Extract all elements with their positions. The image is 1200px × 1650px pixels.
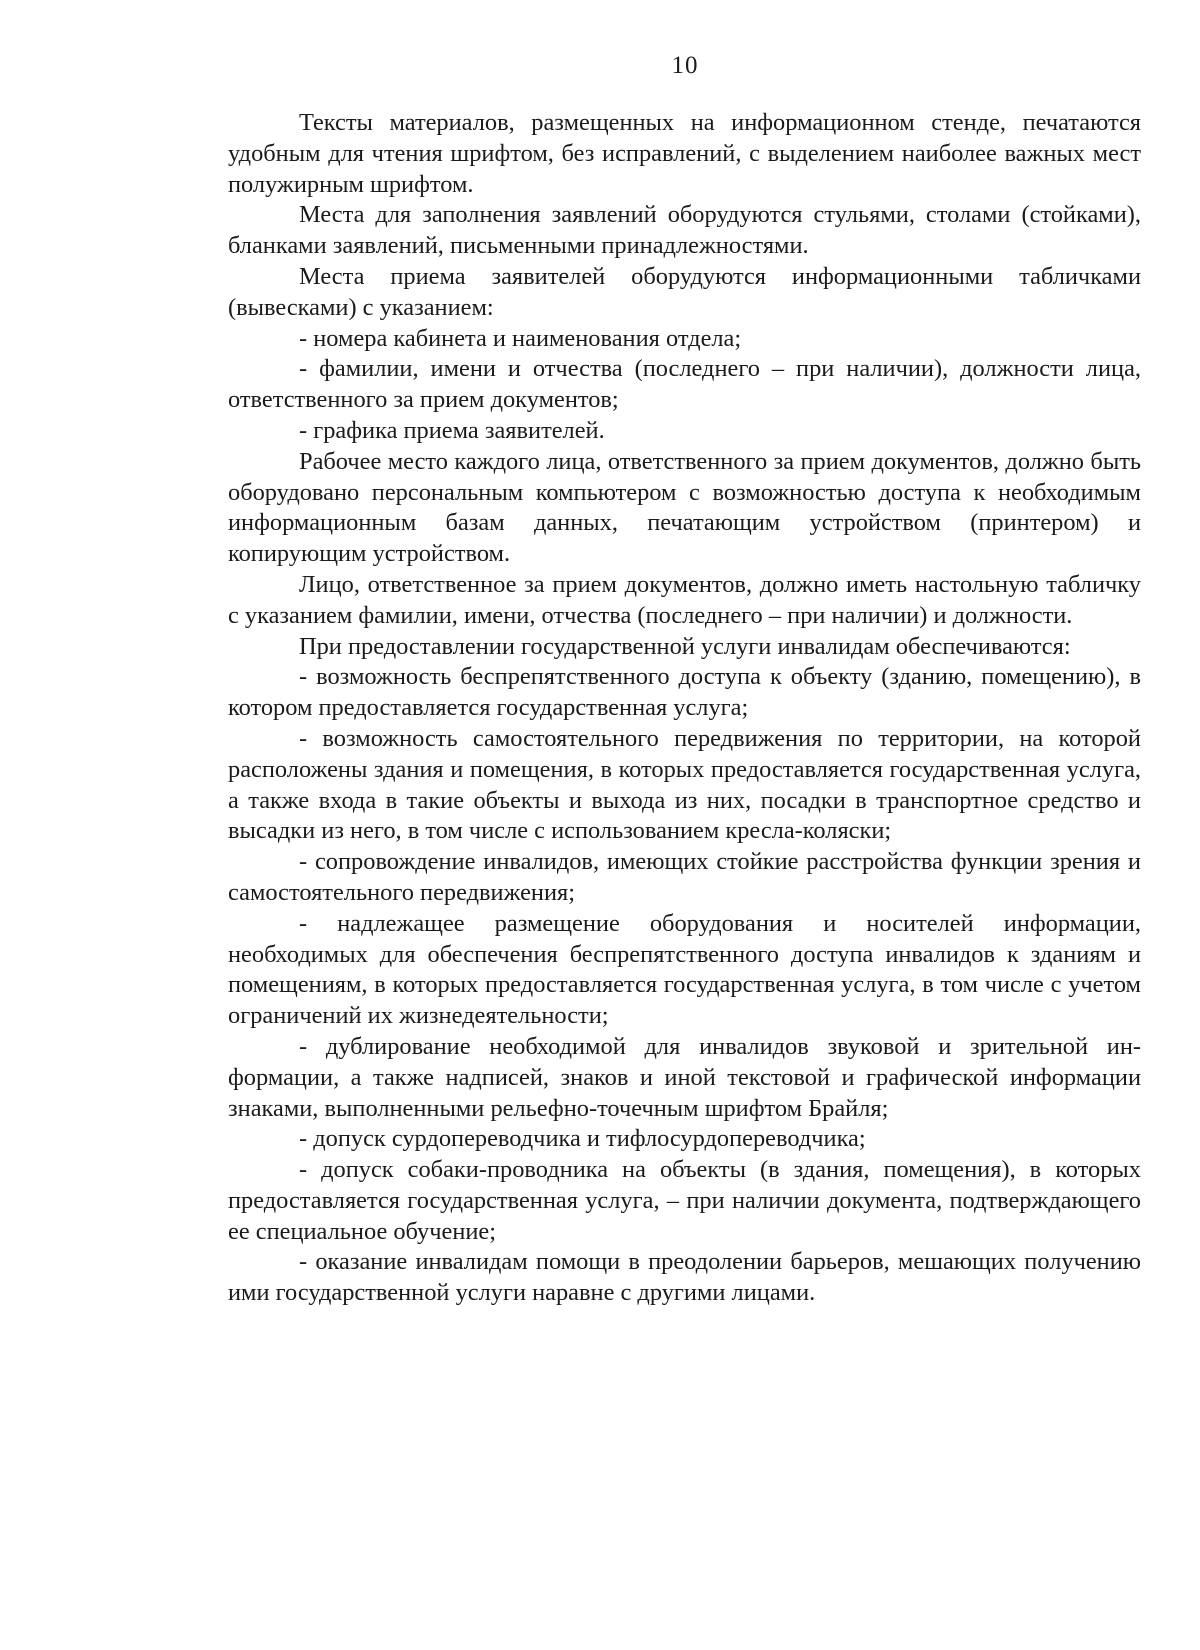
paragraph-stand-texts: Тексты материалов, размещенных на информационном стенде, печатаются удобным для чтения шрифтом, без исправлений, с выделением наиболее важных мест полужирным шрифтом. — [228, 109, 1141, 198]
list-item-independent-movement: - возможность самостоятельного передвижения по территории, на которой расположены здания и помещения, в которых предоставляется государственная услуга, а также входа в такие объекты и выхода из них, посадки в транспортное средство и высадки из него, в том числе с использованием кресла-коляски; — [228, 724, 1141, 845]
list-item-guide-dog: - допуск собаки-проводника на объекты (в здания, помещения), в которых предоставляется государственная услуга, – при наличии документа, подтверждающего ее специальное обучение; — [228, 1156, 1141, 1245]
paragraph-application-places: Места для заполнения заявлений оборудуются стульями, столами (стойками), бланками заявлений, письменными принадлежностями. — [228, 201, 1141, 260]
list-item-barrier-free-access: - возможность беспрепятственного доступа к объекту (зданию, помещению), в котором предоставляется государственная услуга; — [228, 663, 1141, 722]
paragraph-disability-provisions: При предоставлении государственной услуги инвалидам обеспечиваются: — [299, 632, 1071, 660]
list-item-office-number: - номера кабинета и наименования отдела; — [299, 324, 742, 352]
list-item-escort: - сопровождение инвалидов, имеющих стойкие расстройства функции зрения и самостоятельного передвижения; — [228, 848, 1141, 906]
list-item-barrier-assistance: - оказание инвалидам помощи в преодолении барьеров, мешающих получению ими государственной услуги наравне с другими лицами. — [228, 1248, 1141, 1307]
paragraph-name-plate: Лицо, ответственное за прием документов, должно иметь настольную табличку с указанием фамилии, имени, отчества (последнего – при наличии) и должности. — [228, 570, 1141, 629]
list-item-sign-interpreter: - допуск сурдопереводчика и тифлосурдопереводчика; — [299, 1125, 866, 1153]
paragraph-workplace: Рабочее место каждого лица, ответственного за прием документов, должно быть оборудовано персональным компьютером с возможностью доступа к необходимым информационным базам данных, печатающим устройством (принтером) и копирующим устройством. — [228, 447, 1141, 568]
document-body — [228, 108, 1141, 1309]
page-number: 10 — [671, 52, 699, 79]
list-item-equipment-placement: - надлежащее размещение оборудования и носителей информации, необходимых для обеспечения беспрепятственного доступа инвалидов к зданиям и помещениям, в которых предоставляется государственная услуга, в том числе с учетом ограничений их жизнедеятельности; — [228, 909, 1141, 1030]
paragraph-reception-places: Места приема заявителей оборудуются информационными табличками (вывесками) с указанием: — [228, 262, 1141, 321]
list-item-reception-schedule: - графика приема заявителей. — [299, 416, 605, 444]
list-item-responsible-name: - фамилии, имени и отчества (последнего – при наличии), должности лица, ответственного за прием документов; — [228, 355, 1141, 414]
list-item-information-duplication: - дублирование необходимой для инвалидов звуковой и зрительной информации, а также надписей, знаков и иной текстовой и графической информации знаками, выполненными рельефно-точечным шрифтом Брайля; — [228, 1032, 1141, 1122]
